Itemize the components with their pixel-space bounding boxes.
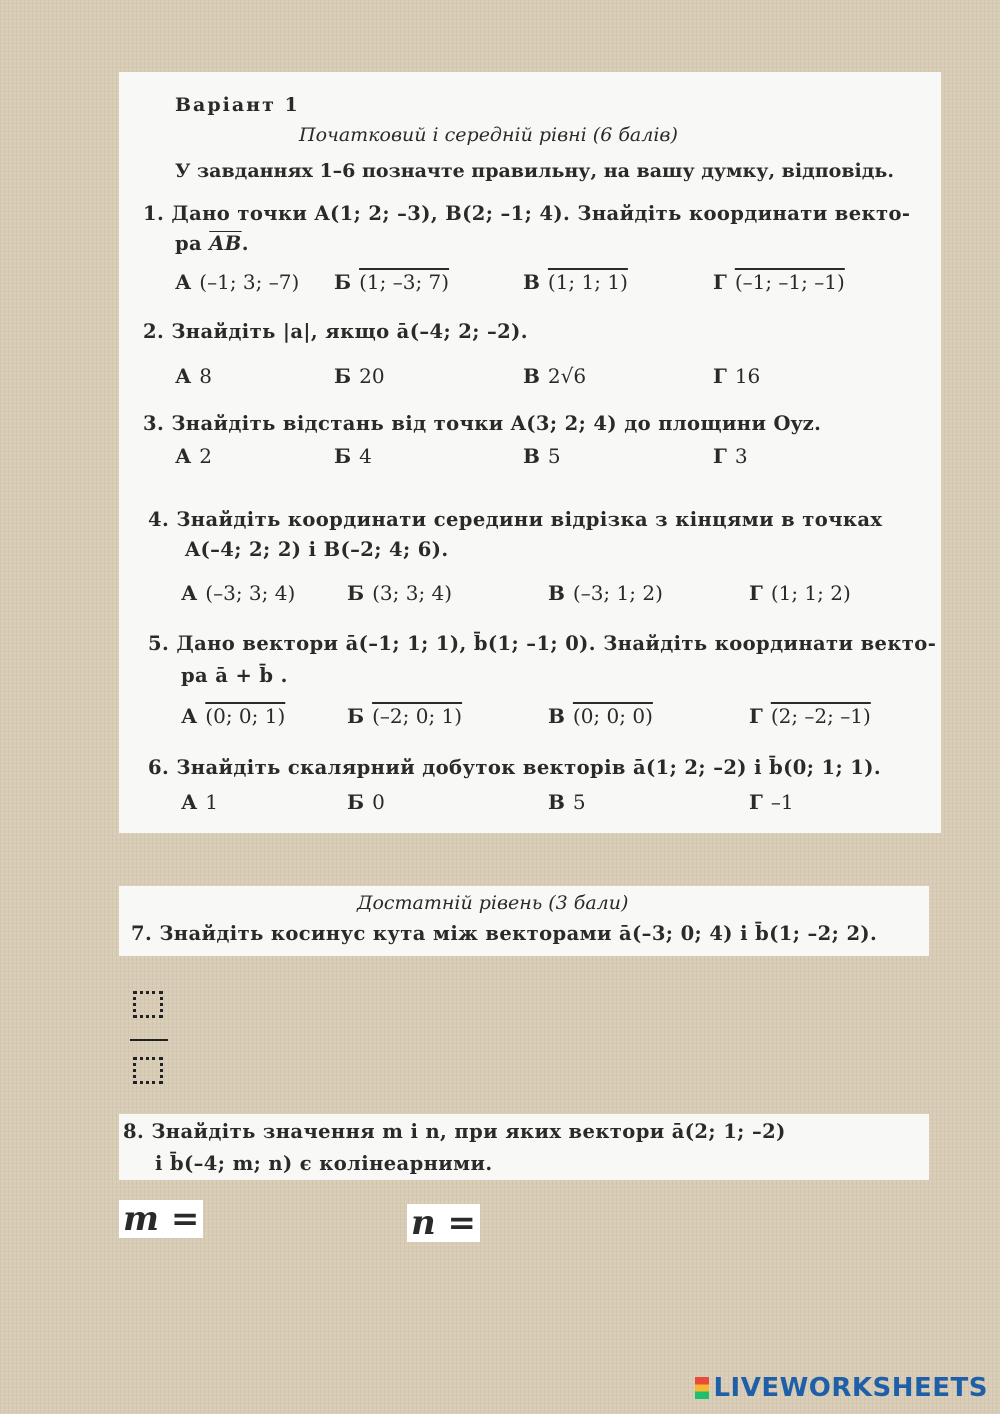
- q5-answer-c[interactable]: В (0; 0; 0): [548, 704, 653, 728]
- q2-answer-a[interactable]: А 8: [175, 364, 213, 388]
- variant-heading: Варіант 1: [175, 94, 300, 116]
- q3-answer-c[interactable]: В 5: [523, 444, 561, 468]
- liveworksheets-logo: LIVEWORKSHEETS: [695, 1373, 988, 1403]
- level1-panel: [119, 72, 941, 833]
- q4-answer-c[interactable]: В (–3; 1; 2): [548, 581, 663, 605]
- q6-answer-d[interactable]: Г –1: [749, 790, 794, 814]
- q1-answer-a[interactable]: А (–1; 3; –7): [175, 270, 300, 294]
- logo-icon: [695, 1377, 709, 1399]
- vector-ab: $\overline{AB}$: [209, 232, 242, 255]
- q1-answer-b[interactable]: Б (1; –3; 7): [334, 270, 450, 294]
- question-5-line1: 5. Дано вектори ā(–1; 1; 1), b̄(1; –1; 0). Знайдіть координати векто-: [148, 632, 937, 655]
- q3-answer-a[interactable]: А 2: [175, 444, 213, 468]
- q1-answer-d[interactable]: Г (–1; –1; –1): [713, 270, 845, 294]
- fraction-answer: [130, 983, 170, 1101]
- q2-answer-b[interactable]: Б 20: [334, 364, 385, 388]
- question-8-line2: і b̄(–4; m; n) є колінеарними.: [155, 1152, 493, 1175]
- question-2: 2. Знайдіть |a|, якщо ā(–4; 2; –2).: [143, 320, 528, 343]
- q6-answer-b[interactable]: Б 0: [347, 790, 385, 814]
- instructions: У завданнях 1–6 позначте правильну, на вашу думку, відповідь.: [175, 160, 894, 182]
- question-1-line2: ра $\overline{AB}$.: [175, 232, 249, 255]
- q1-answer-c[interactable]: В (1; 1; 1): [523, 270, 628, 294]
- q3-answer-b[interactable]: Б 4: [334, 444, 372, 468]
- q5-answer-a[interactable]: А (0; 0; 1): [181, 704, 286, 728]
- question-8-panel: [119, 1114, 929, 1180]
- q4-answer-b[interactable]: Б (3; 3; 4): [347, 581, 453, 605]
- question-7: 7. Знайдіть косинус кута між векторами ā(–3; 0; 4) і b̄(1; –2; 2).: [131, 922, 878, 945]
- q2-answer-d[interactable]: Г 16: [713, 364, 761, 388]
- fraction-bar: [130, 1039, 168, 1041]
- denominator-input[interactable]: [133, 1057, 163, 1084]
- level1-title: Початковий і середній рівні (6 балів): [299, 124, 678, 146]
- m-answer-label: m =: [119, 1200, 203, 1238]
- question-6: 6. Знайдіть скалярний добуток векторів ā(1; 2; –2) і b̄(0; 1; 1).: [148, 756, 882, 779]
- q5-answer-b[interactable]: Б (–2; 0; 1): [347, 704, 463, 728]
- q4-answer-d[interactable]: Г (1; 1; 2): [749, 581, 851, 605]
- question-8-line1: 8. Знайдіть значення m і n, при яких вектори ā(2; 1; –2): [123, 1120, 786, 1143]
- level2-panel: [119, 886, 929, 956]
- numerator-input[interactable]: [133, 991, 163, 1018]
- q6-answer-a[interactable]: А 1: [181, 790, 219, 814]
- q5-answer-d[interactable]: Г (2; –2; –1): [749, 704, 871, 728]
- q2-answer-c[interactable]: В 2√6: [523, 364, 587, 388]
- q4-answer-a[interactable]: А (–3; 3; 4): [181, 581, 296, 605]
- question-5-line2: ра ā + b̄ .: [181, 664, 288, 687]
- level2-title: Достатній рівень (3 бали): [357, 892, 629, 914]
- question-4-line1: 4. Знайдіть координати середини відрізка з кінцями в точках: [148, 508, 883, 531]
- question-3: 3. Знайдіть відстань від точки A(3; 2; 4) до площини Oyz.: [143, 412, 822, 435]
- q6-answer-c[interactable]: В 5: [548, 790, 586, 814]
- q3-answer-d[interactable]: Г 3: [713, 444, 748, 468]
- question-1-line1: 1. Дано точки A(1; 2; –3), B(2; –1; 4). Знайдіть координати векто-: [143, 202, 911, 225]
- question-4-line2: A(–4; 2; 2) і B(–2; 4; 6).: [185, 538, 449, 561]
- n-answer-label: n =: [407, 1204, 480, 1242]
